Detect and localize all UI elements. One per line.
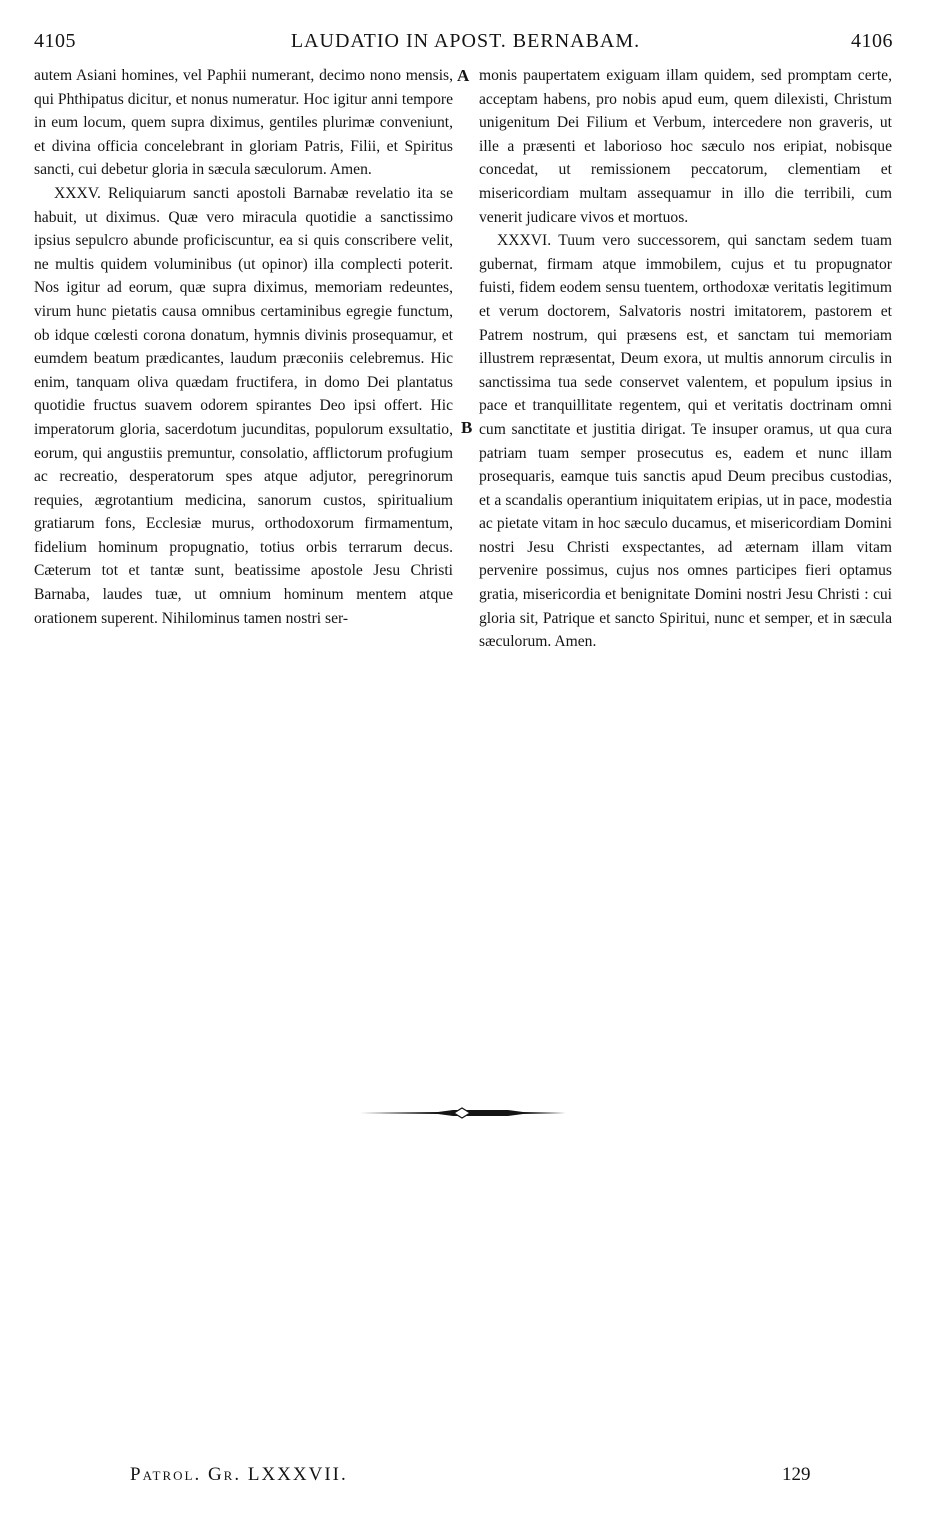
signature-number: 129 — [782, 1464, 811, 1485]
margin-marker-b: B — [461, 418, 473, 437]
page-footer — [0, 1464, 931, 1494]
margin-marker-a: A — [457, 66, 470, 85]
page-number-right: 4106 — [851, 30, 893, 52]
ornament-divider — [358, 1104, 568, 1122]
series-volume: Patrol. Gr. LXXXVII. — [130, 1464, 348, 1485]
paragraph-continuation-right: monis paupertatem exiguam illam quidem, sed promptam certe, acceptam habens, pro nobis apud eum, quem dilexisti, Christum unigenitum Dei Filium et Verbum, intercedere non graveris, ut ille a præsenti et laborioso hoc sæculo nos eripiat, nobisque concedat, ut remissionem peccatorum, clementiam et misericordiam multam assequamur in illo die terribili, cum venerit judicare vivos et mortuos. — [479, 67, 892, 226]
paragraph-xxxvi: XXXVI. Tuum vero successorem, qui sanctam sedem tuam gubernat, firmam atque immobilem, cujus et tu propugnator fuisti, fidem eodem sensu tuentem, orthodoxæ veritatis legitimum et verum doctorem, Salvatoris nostri imitatorem, pastorem et Patrem nostrum, qui præsens est, et sanctam tui memoriam illustrem repræsentat, Deum exora, ut multis annorum circulis in sanctissima tua sede conservet valentem, et populum ipsius in pace et tranquillitate regentem, qui et veritatis doctrinam omni cum sanctitate et justitia dirigat. Te insuper oramus, ut qua cura patriam tuam semper prosecutus es, eadem et nunc illam prosequaris, eamque tuis sanctis apud Deum precibus custodias, et a scandalis operantium iniquitatem eripias, ut in pace, modestia ac pietate vitam in hoc sæculo ducamus, et misericordiam Domini nostri Jesu Christi exspectantes, ad æternam illam vitam pervenire possimus, cujus nos omnes participes fieri optamus gratia, misericordia et benignitate Domini nostri Jesu Christi : cui gloria sit, Patrique et sancto Spiritui, nunc et semper, et in sæcula sæculorum. Amen. — [479, 232, 892, 651]
running-title: LAUDATIO IN APOST. BERNABAM. — [290, 30, 641, 52]
page-number-left: 4105 — [34, 30, 76, 52]
paragraph-xxxv: XXXV. Reliquiarum sancti apostoli Barnabæ revelatio ita se habuit, ut diximus. Quæ vero miracula quotidie a sanctissimo ipsius sepulcro abunde proficiscuntur, ea si quis conscribere velit, ne multis quidem voluminibus (ut opinor) illa complecti poterit. Nos igitur ad eorum, quæ supra diximus, memoriam redeuntes, virum hunc pietatis causa omnibus certaminibus egregie functum, ob idque cœlesti corona donatum, hymnis divinis prosequamur, et eumdem beatum prædicantes, laudum præconiis celebremus. Hic enim, tanquam oliva quædam fructifera, in domo Dei plantatus quotidie fructus suavem odorem spirantes Deo ipsi offert. Hic imperatorum gloria, sacerdotum jucunditas, populorum exsultatio, eorum, qui angustiis premuntur, consolatio, afflictorum profugium ac recreatio, desperatorum spes atque adjutor, peregrinorum requies, ægrotantium medicina, sanorum custos, spiritualium gratiarum fons, Ecclesiæ murus, orthodoxorum firmamentum, fidelium hominum propugnatio, totius orbis terrarum decus. Cæterum tot et tantæ sunt, beatissime apostole Jesu Christi Barnaba, laudes tuæ, ut omnium hominum mentem atque orationem superent. Nihilominus tamen nostri ser- — [34, 184, 453, 627]
paragraph-continuation: autem Asiani homines, vel Paphii numerant, decimo nono mensis, qui Phthipatus dicitur, et nonus numeratur. Hoc igitur anni tempore in eum locum, quem supra diximus, gentiles plurimæ conveniunt, et divina officia concelebrant in gloriam Patris, Filii, et Spiritus sancti, cui debetur gloria in sæcula sæculorum. Amen. — [34, 67, 453, 179]
page-header — [0, 30, 931, 64]
left-column — [34, 64, 453, 630]
right-column — [479, 64, 892, 654]
